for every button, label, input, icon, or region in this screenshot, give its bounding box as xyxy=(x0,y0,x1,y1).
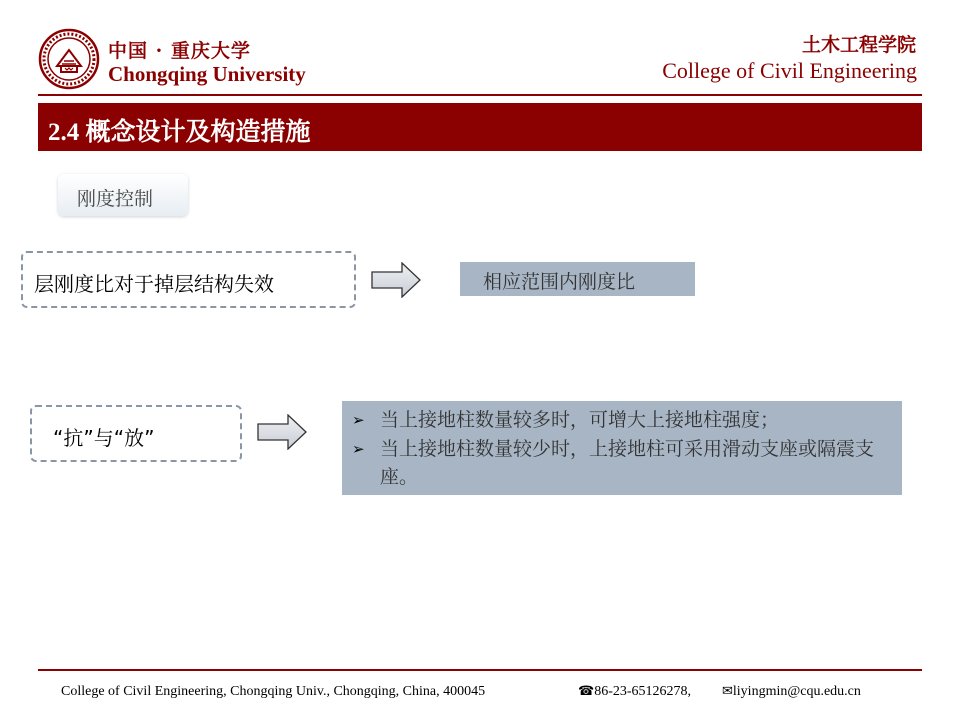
footer-email xyxy=(722,684,861,700)
bullet-text: 当上接地柱数量较多时，可增大上接地柱强度； xyxy=(380,409,780,431)
phone-icon: ☎ xyxy=(578,684,595,699)
bullet-item xyxy=(352,435,890,491)
section-tag xyxy=(58,174,188,216)
bullet-text: 当上接地柱数量较少时，上接地柱可采用滑动支座或隔震支座。 xyxy=(380,438,875,488)
bullet-item xyxy=(352,406,890,434)
footer-phone xyxy=(578,684,691,700)
item-label: 层刚度比对于掉层结构失效 xyxy=(34,272,274,296)
item-box-stiffness-ratio xyxy=(21,251,356,308)
footer-divider xyxy=(38,669,922,671)
college-name-en: College of Civil Engineering xyxy=(662,58,917,83)
item-label: “抗”与“放” xyxy=(53,426,155,450)
school-name-en: Chongqing University xyxy=(108,62,306,86)
right-arrow-icon xyxy=(257,414,307,450)
bullet-marker-icon: ➢ xyxy=(352,440,365,458)
phone-number: 86-23-65126278, xyxy=(594,684,692,699)
slide-title: 2.4 概念设计及构造措施 xyxy=(48,119,311,146)
result-box xyxy=(460,262,695,296)
college-name-cn: 土木工程学院 xyxy=(801,34,916,56)
slide-title-bar xyxy=(38,103,922,151)
item-box-resist-release xyxy=(30,405,242,462)
right-arrow-icon xyxy=(371,262,421,298)
bullet-marker-icon: ➢ xyxy=(352,411,365,429)
email-address[interactable]: liyingmin@cqu.edu.cn xyxy=(732,684,861,699)
result-label: 相应范围内刚度比 xyxy=(483,271,636,293)
university-seal-icon xyxy=(38,28,100,90)
header-divider xyxy=(38,94,922,96)
school-name-cn: 中国 · 重庆大学 xyxy=(108,40,251,62)
bullet-list-box xyxy=(342,401,902,495)
section-tag-label: 刚度控制 xyxy=(77,188,154,210)
email-icon: ✉ xyxy=(722,684,733,699)
footer-address: College of Civil Engineering, Chongqing Univ., Chongqing, China, 400045 xyxy=(61,684,486,699)
